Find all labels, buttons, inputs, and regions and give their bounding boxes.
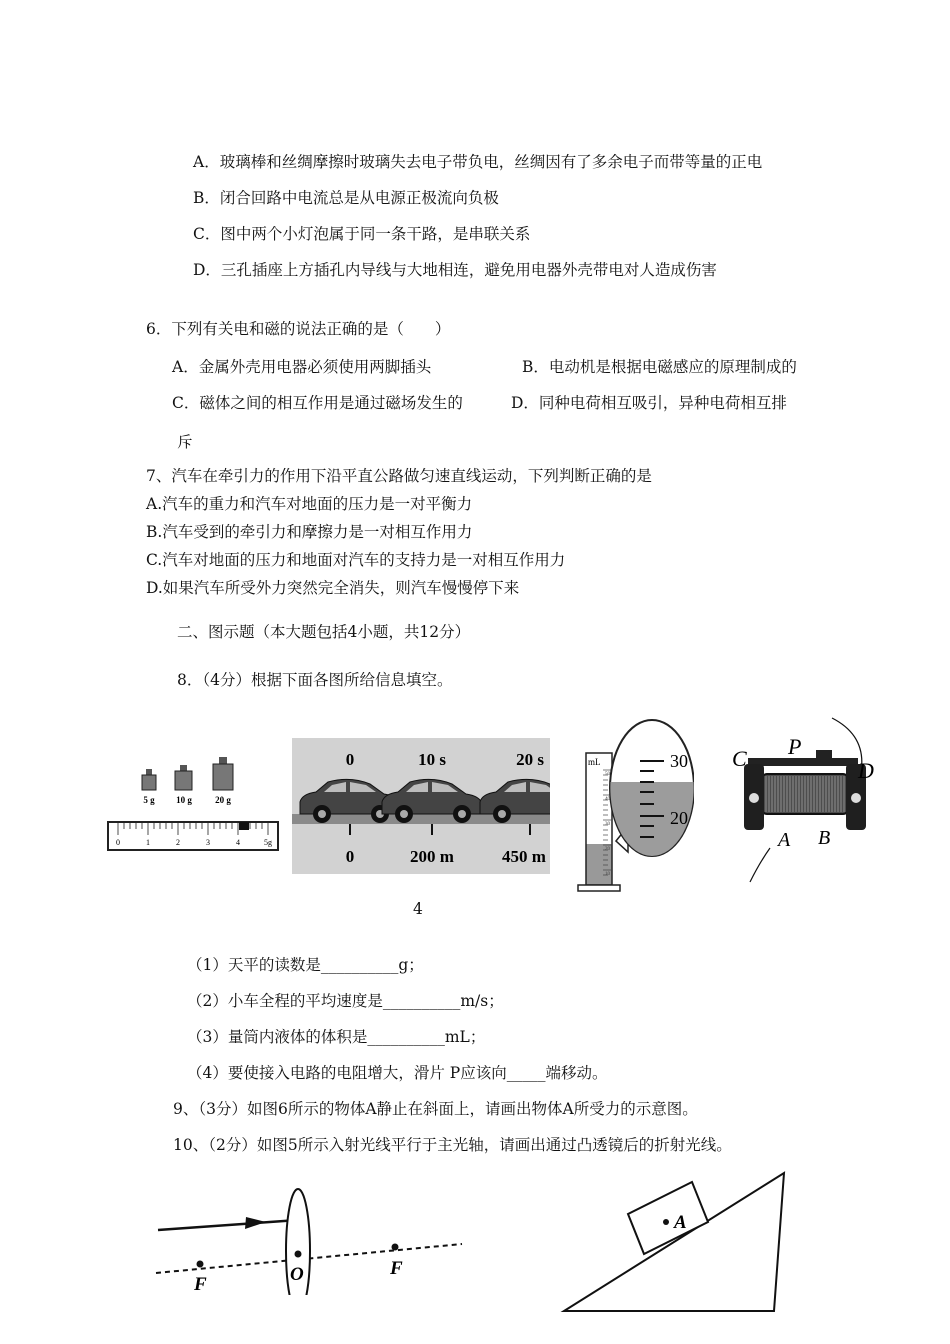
q7-stem: 7、汽车在牵引力的作用下沿平直公路做匀速直线运动，下列判断正确的是 xyxy=(146,467,652,485)
label-p: P xyxy=(788,734,802,759)
focus-right xyxy=(392,1244,399,1251)
label-b: B xyxy=(818,827,831,849)
scale-label: 0 xyxy=(116,838,120,847)
label-f-left: F xyxy=(194,1274,207,1295)
figure-caption: 4 xyxy=(413,900,423,918)
incline-figure xyxy=(560,1170,792,1316)
rider xyxy=(239,822,249,830)
scale-label: 1 xyxy=(146,838,150,847)
slider-p xyxy=(816,750,832,766)
time-10s: 10 s xyxy=(418,750,446,769)
label-a: A xyxy=(778,829,791,851)
cylinder-figure xyxy=(576,718,694,894)
label-f-right: F xyxy=(390,1258,403,1279)
q6-option-d: D．同种电荷相互吸引，异种电荷相互排 xyxy=(511,394,787,412)
q6-option-a: A．金属外壳用电器必须使用两脚插头 xyxy=(172,358,432,376)
q8-blank-4: （4）要使接入电路的电阻增大，滑片 P应该向_____端移动。 xyxy=(187,1064,608,1082)
label-o: O xyxy=(290,1264,304,1285)
scale-label: 3 xyxy=(206,838,210,847)
q8-blank-2: （2）小车全程的平均速度是__________m/s； xyxy=(187,992,504,1010)
rheostat-figure xyxy=(720,710,880,888)
weight-20g-label: 20 g xyxy=(215,795,231,805)
q10-stem: 10、（2分）如图5所示入射光线平行于主光轴，请画出通过凸透镜后的折射光线。 xyxy=(173,1136,732,1154)
q5-option-a: A．玻璃棒和丝绸摩擦时玻璃失去电子带负电，丝绸因有了多余电子而带等量的正电 xyxy=(193,153,763,171)
zoom-label-30: 30 xyxy=(670,751,688,771)
optical-center xyxy=(295,1251,302,1258)
scale-label: 4 xyxy=(236,838,240,847)
q5-option-c: C．图中两个小灯泡属于同一条干路，是串联关系 xyxy=(193,225,531,243)
metal-rod xyxy=(748,758,858,766)
distance-200m: 200 m xyxy=(410,847,454,866)
q8-stem: 8．（4分）根据下面各图所给信息填空。 xyxy=(177,671,453,689)
cylinder-base xyxy=(578,885,620,891)
cylinder-unit: mL xyxy=(588,757,601,767)
zoom-label-20: 20 xyxy=(670,808,688,828)
weight-20g xyxy=(213,757,233,805)
weight-10g-label: 10 g xyxy=(176,795,192,805)
cylinder-tick-label: 20 xyxy=(605,847,610,852)
cylinder-tick-label: 30 xyxy=(605,822,610,827)
ray-arrow xyxy=(245,1217,266,1229)
weight-10g xyxy=(175,765,192,805)
balance-figure xyxy=(104,755,284,855)
q9-stem: 9、（3分）如图6所示的物体A静止在斜面上，请画出物体A所受力的示意图。 xyxy=(173,1100,698,1118)
cylinder-tick-label: 50 xyxy=(605,772,610,777)
beam-scale xyxy=(108,822,278,850)
focus-left xyxy=(197,1261,204,1268)
q7-option-a: A.汽车的重力和汽车对地面的压力是一对平衡力 xyxy=(146,495,473,513)
block-center xyxy=(663,1219,669,1225)
label-d: D xyxy=(858,758,874,783)
distance-0: 0 xyxy=(345,847,355,866)
q8-blank-3: （3）量筒内液体的体积是__________mL； xyxy=(187,1028,486,1046)
q7-option-b: B.汽车受到的牵引力和摩擦力是一对相互作用力 xyxy=(146,523,473,541)
label-a-block: A xyxy=(674,1212,687,1233)
distance-450m: 450 m xyxy=(502,847,546,866)
scale-label: 5g xyxy=(264,838,272,847)
q7-option-d: D.如果汽车所受外力突然完全消失，则汽车慢慢停下来 xyxy=(146,579,520,597)
cylinder-tick-label: 10 xyxy=(605,872,610,877)
weight-5g-label: 5 g xyxy=(143,795,155,805)
time-20s: 20 s xyxy=(516,750,544,769)
scale-label: 2 xyxy=(176,838,180,847)
q6-option-b: B．电动机是根据电磁感应的原理制成的 xyxy=(522,358,797,376)
wire-a xyxy=(750,848,770,882)
q8-blank-1: （1）天平的读数是__________g； xyxy=(187,956,424,974)
label-c: C xyxy=(732,746,747,771)
q6-stem: 6．下列有关电和磁的说法正确的是（ ） xyxy=(146,320,451,338)
lens-figure xyxy=(150,1185,480,1295)
section-heading: 二、图示题（本大题包括4小题，共12分） xyxy=(177,623,471,641)
incident-ray xyxy=(158,1220,298,1230)
time-0: 0 xyxy=(345,750,355,769)
q5-option-b: B．闭合回路中电流总是从电源正极流向负极 xyxy=(193,189,499,207)
q6-option-d-continued: 斥 xyxy=(177,433,193,451)
car-motion-figure xyxy=(292,738,550,874)
weight-5g xyxy=(142,769,156,805)
q6-option-c: C．磁体之间的相互作用是通过磁场发生的 xyxy=(172,394,463,412)
cylinder-tick-label: 40 xyxy=(605,797,610,802)
q7-option-c: C.汽车对地面的压力和地面对汽车的支持力是一对相互作用力 xyxy=(146,551,566,569)
q5-option-d: D．三孔插座上方插孔内导线与大地相连，避免用电器外壳带电对人造成伤害 xyxy=(193,261,717,279)
